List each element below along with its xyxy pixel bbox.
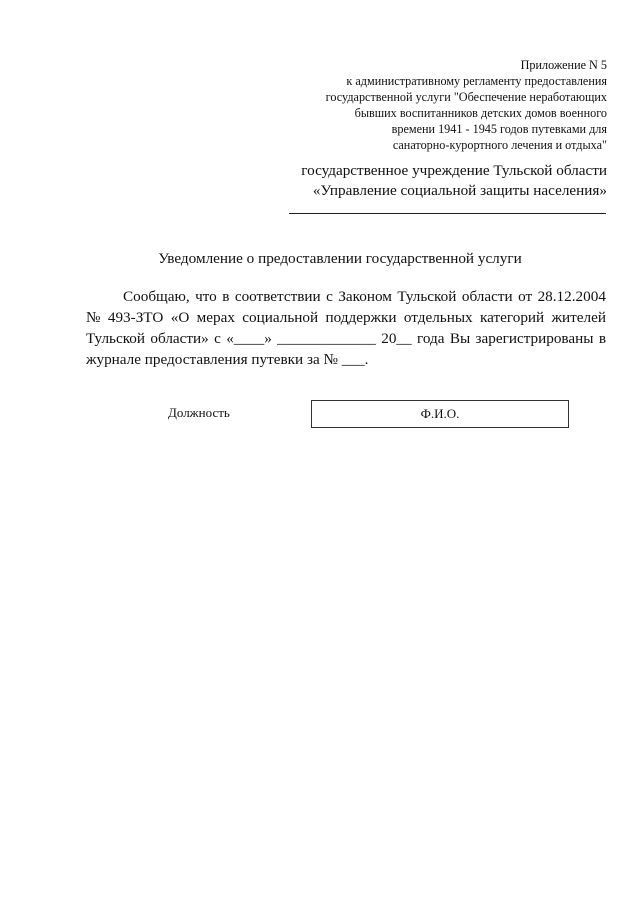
body-word: «О [170,309,190,326]
body-word: отдельных [403,309,473,326]
institution-underline [289,213,606,214]
body-word: Тульской [397,288,457,305]
body-word: 28.12.2004 [537,288,606,305]
body-word: жителей [551,309,606,326]
body-word: области» [150,330,209,347]
body-word: поддержки [325,309,397,326]
body-word: года [416,330,445,347]
body-line-3 [86,328,606,349]
body-word: от [518,288,533,305]
appendix-line: государственной услуги "Обеспечение неработающих [325,90,607,104]
body-line-2 [86,307,606,328]
body-word: с [214,330,221,347]
institution-line: государственное учреждение Тульской области [301,162,607,179]
appendix-line: Приложение N 5 [520,58,607,72]
appendix-header [267,57,607,153]
institution-line: «Управление социальной защиты населения» [312,182,607,199]
body-word: Вы [449,330,471,347]
body-line-1 [86,286,606,307]
position-label: Должность [168,405,230,420]
body-word: соответствии [234,288,321,305]
body-line-4: журнале предоставления путевки за № ___. [86,351,369,368]
body-word: Тульской [86,330,146,347]
body-word: что [195,288,217,305]
appendix-line: к административному регламенту предоставления [346,74,607,88]
body-word: Законом [338,288,392,305]
notice-body [86,286,606,370]
body-word: № [86,309,101,326]
appendix-line: бывших воспитанников детских домов военного [354,106,607,120]
appendix-line: санаторно-курортного лечения и отдыха" [392,138,607,152]
fio-field [311,400,569,428]
body-word: _____________ [277,330,376,347]
body-word: с [326,288,333,305]
body-word: 20__ [381,330,412,347]
fio-label: Ф.И.О. [420,406,460,421]
body-word: Сообщаю, [123,288,190,305]
body-word: мерах [196,309,235,326]
body-word: в [222,288,230,305]
institution-name [277,161,607,201]
body-word: 493-ЗТО [107,309,164,326]
body-word: зарегистрированы [475,330,594,347]
appendix-line: времени 1941 - 1945 годов путевками для [391,122,607,136]
body-word: в [598,330,606,347]
notice-title: Уведомление о предоставлении государственной услуги [158,250,522,267]
body-word: области [461,288,513,305]
body-word: социальной [242,309,319,326]
body-word: категорий [480,309,545,326]
body-word: «____» [226,330,272,347]
